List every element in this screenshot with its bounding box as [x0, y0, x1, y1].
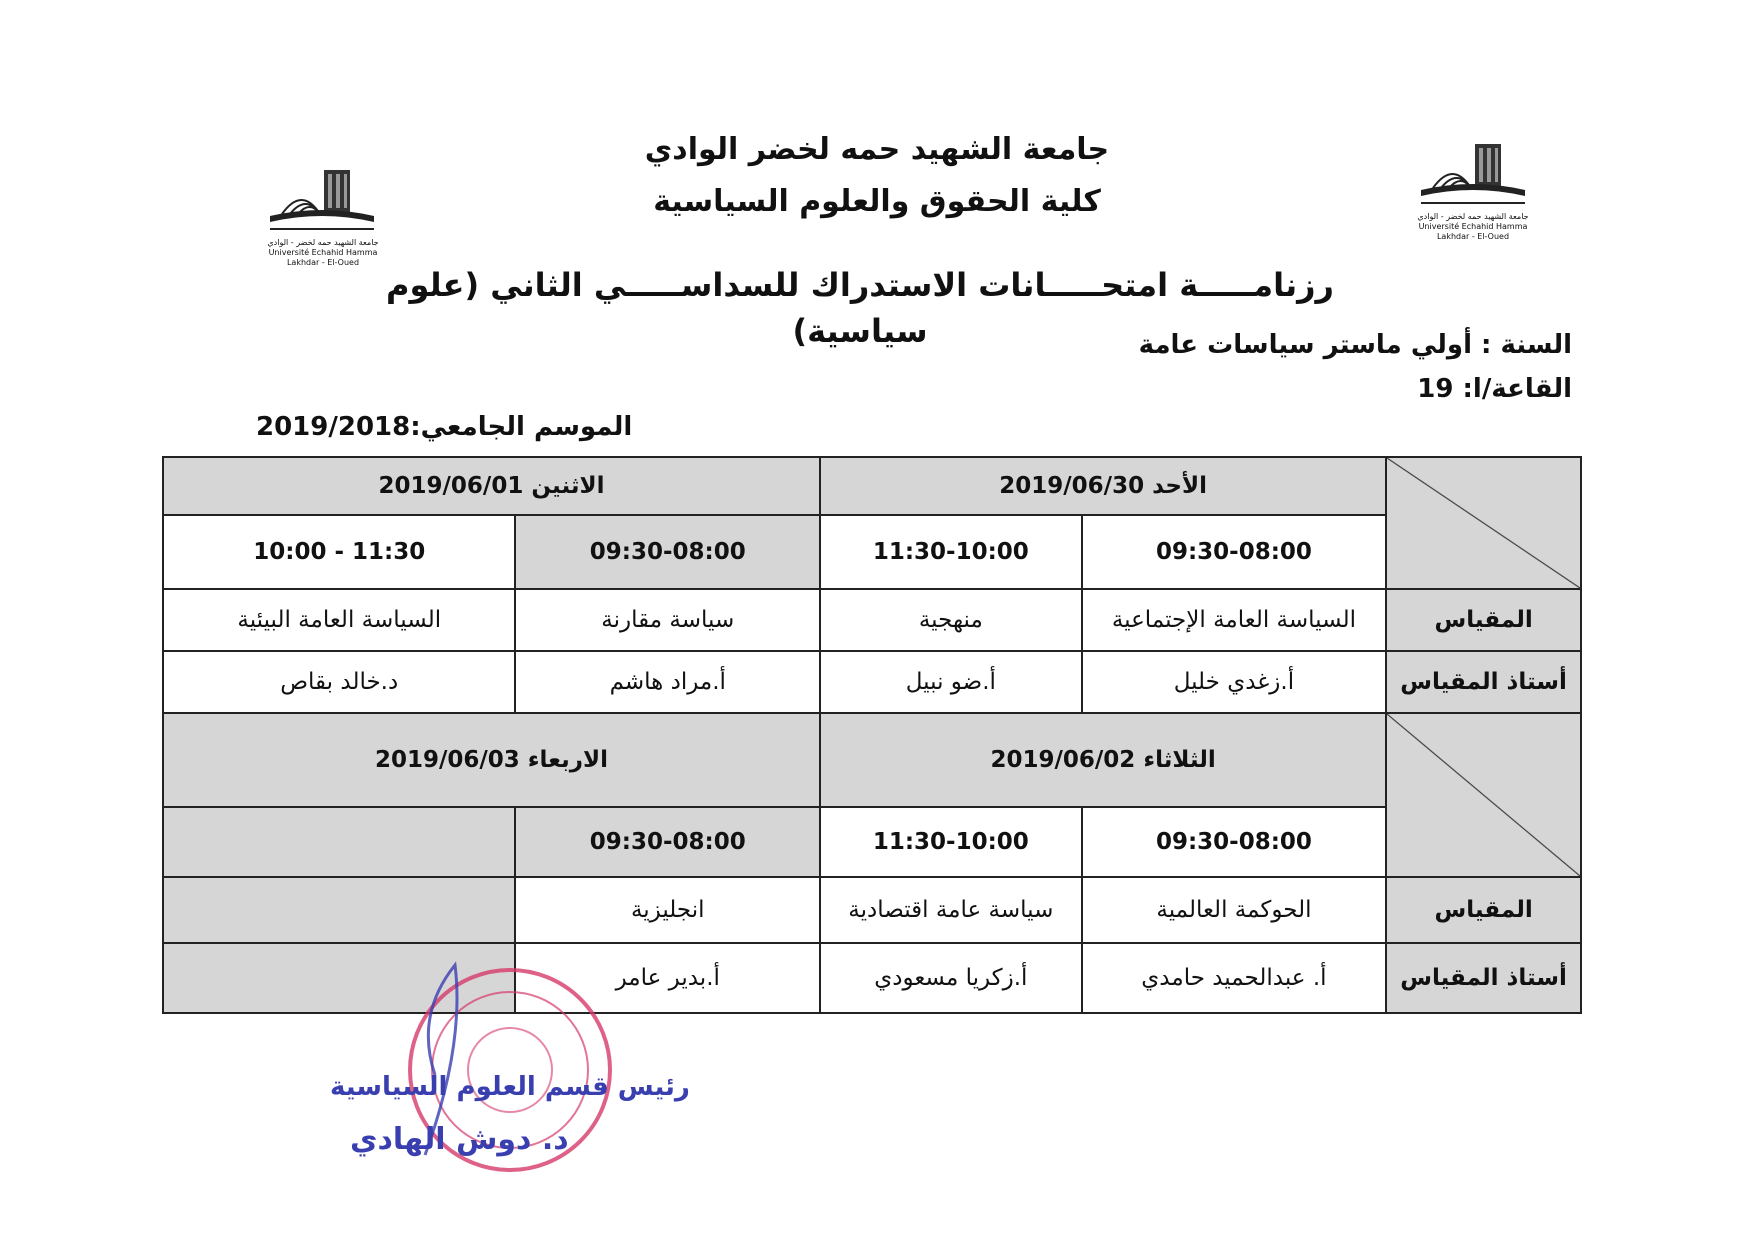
block2-subject-row — [163, 877, 1581, 943]
block2-slot-3: 09:30-08:00 — [515, 807, 820, 877]
block1-time-row — [163, 515, 1581, 589]
block1-slot-1: 09:30-08:00 — [1082, 515, 1387, 589]
block1-teacher-2: أ.ضو نبيل — [820, 651, 1082, 713]
block2-day2: الاربعاء 2019/06/03 — [163, 713, 820, 807]
faculty-name: كلية الحقوق والعلوم السياسية — [653, 184, 1101, 219]
university-name: جامعة الشهيد حمه لخضر الوادي — [644, 132, 1110, 167]
block2-time-row — [163, 807, 1581, 877]
schedule-title: رزنامـــــة امتحـــــانات الاستدراك للسداســـــي الثاني (علوم سياسية) — [386, 266, 1334, 350]
logo-caption-ar: جامعة الشهيد حمه لخضر - الوادي — [1417, 212, 1529, 221]
block2-subject-4 — [163, 877, 515, 943]
block1-subject-2: منهجية — [820, 589, 1082, 651]
block1-subject-4: السياسة العامة البيئية — [163, 589, 515, 651]
block2-teacher-1: أ. عبدالحميد حامدي — [1082, 943, 1387, 1013]
block2-slot-1: 09:30-08:00 — [1082, 807, 1387, 877]
logo-caption-fr: Université Echahid Hamma Lakhdar - El-Oued — [268, 248, 378, 267]
logo-caption-fr: Université Echahid Hamma Lakhdar - El-Oued — [1418, 222, 1528, 241]
block2-slot-2: 11:30-10:00 — [820, 807, 1082, 877]
block1-teacher-1: أ.زغدي خليل — [1082, 651, 1387, 713]
block1-teacher-3: أ.مراد هاشم — [515, 651, 820, 713]
block2-teacher-2: أ.زكريا مسعودي — [820, 943, 1082, 1013]
corner-cell-2 — [1386, 713, 1581, 877]
block1-day2: الاثنين 2019/06/01 — [163, 457, 820, 515]
block2-teacher-row — [163, 943, 1581, 1013]
department-head-title: رئيس قسم العلوم السياسية — [330, 1072, 690, 1102]
block1-teacher-row — [163, 651, 1581, 713]
year-info: السنة : أولي ماستر سياسات عامة — [1138, 330, 1572, 360]
block1-subject-1: السياسة العامة الإجتماعية — [1082, 589, 1387, 651]
block1-subject-row — [163, 589, 1581, 651]
subject-label: المقياس — [1386, 589, 1581, 651]
block2-subject-1: الحوكمة العالمية — [1082, 877, 1387, 943]
block2-day1: الثلاثاء 2019/06/02 — [820, 713, 1386, 807]
block1-slot-2: 11:30-10:00 — [820, 515, 1082, 589]
block1-slot-3: 09:30-08:00 — [515, 515, 820, 589]
exam-schedule-table — [162, 456, 1582, 1014]
block1-teacher-4: د.خالد بقاص — [163, 651, 515, 713]
logo-caption-ar: جامعة الشهيد حمه لخضر - الوادي — [267, 238, 379, 247]
corner-cell — [1386, 457, 1581, 589]
block2-day-row — [163, 713, 1581, 807]
department-head-name: د. دوش الهادي — [350, 1122, 569, 1157]
room-info: القاعة/ا: 19 — [1417, 374, 1572, 404]
block1-subject-3: سياسة مقارنة — [515, 589, 820, 651]
block1-slot-4: 11:30 - 10:00 — [163, 515, 515, 589]
teacher-label-2: أستاذ المقياس — [1386, 943, 1581, 1013]
teacher-label: أستاذ المقياس — [1386, 651, 1581, 713]
block2-slot-4 — [163, 807, 515, 877]
block1-day1: الأحد 2019/06/30 — [820, 457, 1386, 515]
season-info: الموسم الجامعي:2019/2018 — [256, 412, 633, 442]
block2-teacher-3: أ.بدير عامر — [515, 943, 820, 1013]
block2-subject-2: سياسة عامة اقتصادية — [820, 877, 1082, 943]
block2-subject-3: انجليزية — [515, 877, 820, 943]
block1-day-row — [163, 457, 1581, 515]
subject-label-2: المقياس — [1386, 877, 1581, 943]
